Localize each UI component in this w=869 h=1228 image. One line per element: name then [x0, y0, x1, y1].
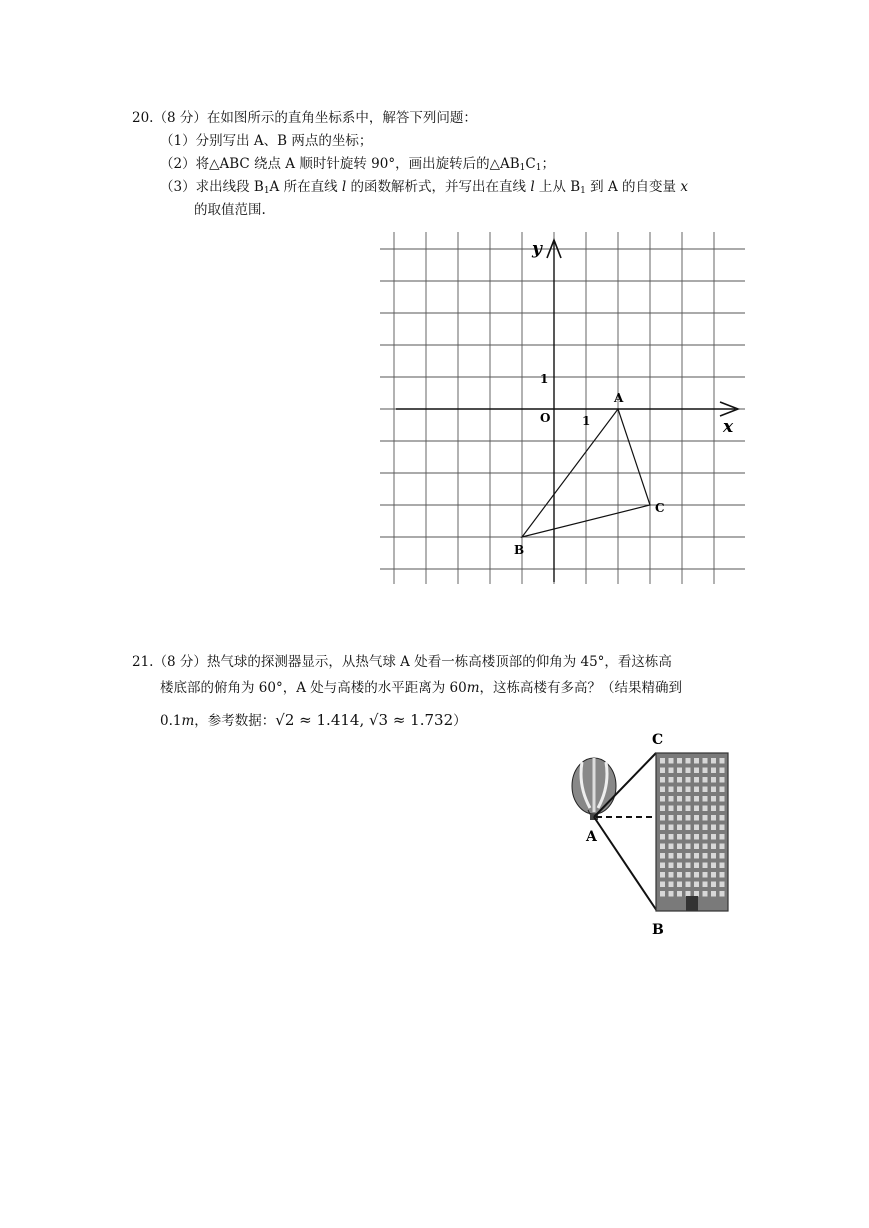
q21-line2-m: m: [466, 680, 480, 696]
balloon-building-figure: [560, 728, 760, 943]
q20-part3-a: （3）求出线段 B: [160, 179, 264, 195]
q21-line2-a: 楼底部的俯角为 60°，A 处与高楼的水平距离为 60: [160, 680, 467, 696]
q20-part3-l: l: [341, 179, 347, 195]
q21-line3-a: 0.1: [160, 713, 182, 729]
unit-y-label: 1: [540, 372, 549, 386]
q21-line2: [160, 678, 682, 698]
q20-part2-c: C: [525, 156, 536, 172]
unit-x-label: 1: [582, 414, 591, 428]
q20-part3-f: 的取值范围.: [194, 202, 266, 218]
q20-line1: [132, 108, 477, 128]
q21-line3-b: ，参考数据：: [194, 713, 276, 729]
q20-part3-d: 上从 B: [534, 179, 581, 195]
point-a-label: A: [614, 391, 624, 405]
q20-part3: [160, 177, 688, 201]
q21-number: 21.: [132, 654, 154, 670]
point-b-label: B: [652, 922, 664, 938]
q20-part1-text: （1）分别写出 A、B 两点的坐标；: [160, 133, 373, 149]
point-c-label: C: [655, 501, 665, 515]
x-axis-label: x: [723, 417, 734, 437]
q20-score: （8 分）: [153, 110, 207, 126]
q20-part2-text: （2）将△ABC 绕点 A 顺时针旋转 90°，画出旋转后的△AB: [160, 156, 520, 172]
grid-lines: [380, 232, 745, 584]
q21-score: （8 分）: [153, 654, 207, 670]
q21-formula: √2 ≈ 1.414, √3 ≈ 1.732: [275, 711, 454, 729]
q20-part3-sub2: 1: [580, 186, 586, 196]
line-a-to-b: [594, 817, 657, 911]
origin-label: O: [540, 411, 551, 425]
q20-part2-sub1: 1: [519, 163, 526, 173]
q20-part2: [160, 154, 555, 178]
q20-part3-x: x: [680, 179, 688, 195]
point-b-label: B: [514, 543, 525, 557]
q20-part2-end: ；: [541, 156, 555, 172]
q20-part2-sub2: 1: [535, 163, 542, 173]
q21-line3-m: m: [181, 713, 195, 729]
point-a-label: A: [586, 829, 597, 845]
hot-air-balloon-icon: [572, 758, 616, 820]
y-axis-label: y: [532, 239, 542, 259]
q20-part1: [160, 131, 372, 151]
building-icon: [656, 753, 728, 911]
q20-part3-e: 到 A 的自变量: [585, 179, 681, 195]
q21-line3: [160, 710, 467, 731]
q20-number: 20.: [132, 110, 154, 126]
coordinate-grid-figure: [380, 232, 745, 584]
q20-part3-c: 的函数解析式，并写出在直线: [346, 179, 531, 195]
q20-part3-sub: 1: [263, 186, 270, 196]
q20-part3-cont: [194, 200, 266, 220]
q20-stem: 在如图所示的直角坐标系中，解答下列问题：: [206, 110, 477, 126]
q20-part3-l2: l: [530, 179, 535, 195]
q20-part3-b: A 所在直线: [269, 179, 342, 195]
x-axis: [396, 402, 738, 416]
point-c-label: C: [652, 732, 664, 748]
q21-line1: [132, 652, 672, 672]
q21-line1-text: 热气球的探测器显示，从热气球 A 处看一栋高楼顶部的仰角为 45°，看这栋高: [206, 654, 672, 670]
q21-line3-end: ）: [453, 713, 467, 729]
q21-line2-b: ，这栋高楼有多高？（结果精确到: [479, 680, 683, 696]
